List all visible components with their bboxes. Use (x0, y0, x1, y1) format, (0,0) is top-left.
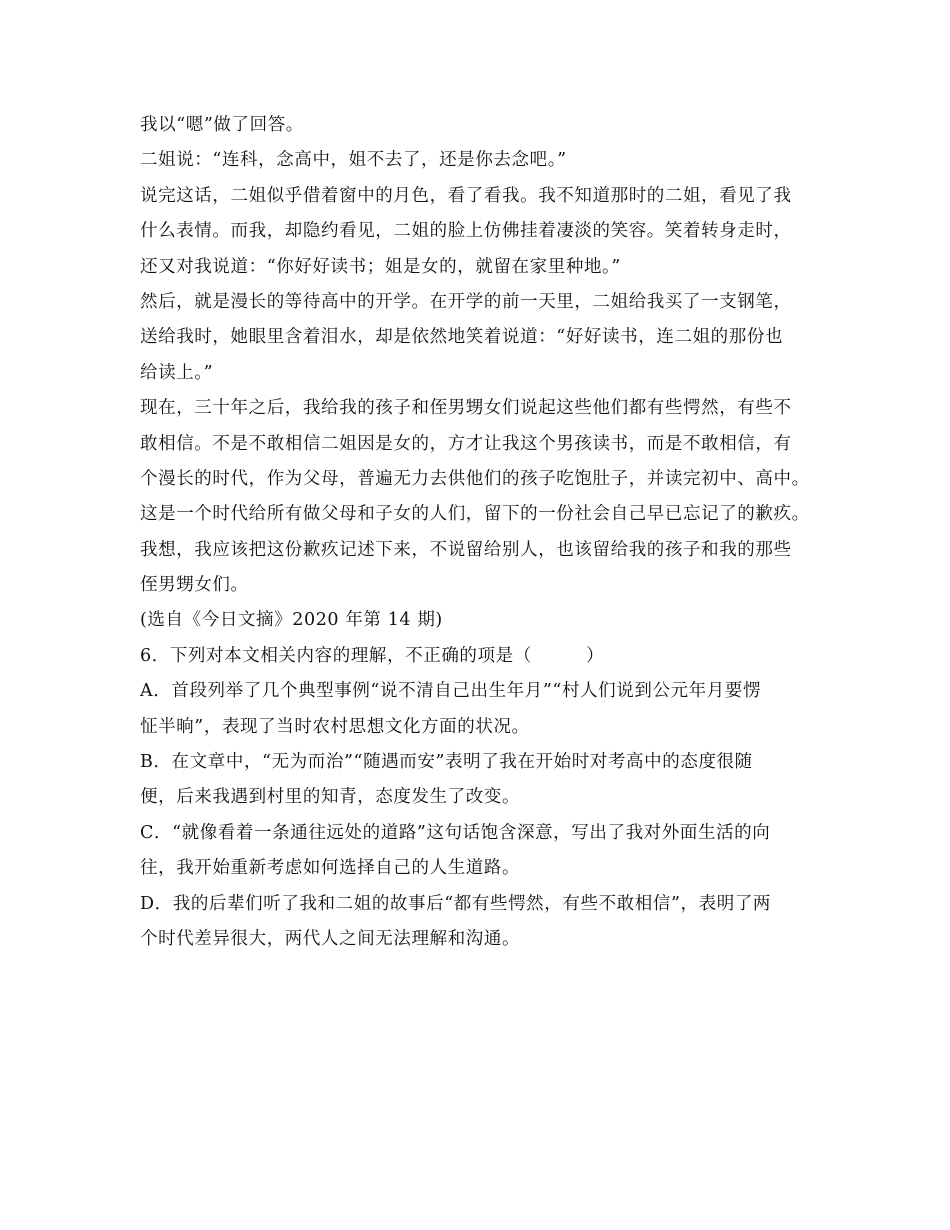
passage-line: 什么表情。而我，却隐约看见，二姐的脸上仿佛挂着凄淡的笑容。笑着转身走时， (140, 221, 792, 242)
option-line: B．在文章中，“无为而治”“随遇而安”表明了我在开始时对考高中的态度很随 (140, 752, 753, 773)
passage-line: 二姐说：“连科，念高中，姐不去了，还是你去念吧。” (140, 150, 567, 171)
passage-line: 这是一个时代给所有做父母和子女的人们，留下的一份社会自己早已忘记了的歉疚。 (140, 504, 810, 525)
option-line: C．“就像看着一条通往远处的道路”这句话饱含深意，写出了我对外面生活的向 (140, 822, 771, 843)
passage-line: 送给我时，她眼里含着泪水，却是依然地笑着说道：“好好读书，连二姐的那份也 (140, 327, 784, 348)
passage-line: 给读上。” (140, 362, 214, 383)
passage-line: 说完这话，二姐似乎借着窗中的月色，看了看我。我不知道那时的二姐，看见了我 (140, 185, 792, 206)
passage-line: 我以“嗯”做了回答。 (140, 115, 304, 135)
passage-line: 现在，三十年之后，我给我的孩子和侄男甥女们说起这些他们都有些愕然，有些不 (140, 398, 792, 419)
passage-source: (选自《今日文摘》2020 年第 14 期) (140, 610, 443, 631)
option-b (140, 745, 840, 816)
passage-line: 然后，就是漫长的等待高中的开学。在开学的前一天里，二姐给我买了一支钢笔， (140, 291, 792, 312)
option-line: 往，我开始重新考虑如何选择自己的人生道路。 (140, 858, 521, 879)
option-line: D．我的后辈们听了我和二姐的故事后“都有些愕然，有些不敢相信”，表明了两 (140, 893, 772, 914)
passage-line: 个漫长的时代，作为父母，普遍无力去供他们的孩子吃饱肚子，并读完初中、高中。 (140, 468, 810, 489)
question-stem: 6．下列对本文相关内容的理解，不正确的项是（ ） (140, 645, 605, 666)
passage-line: 还又对我说道：“你好好读书；姐是女的，就留在家里种地。” (140, 256, 621, 277)
passage (140, 108, 840, 639)
option-line: 便，后来我遇到村里的知青，态度发生了改变。 (140, 787, 521, 808)
passage-line: 我想，我应该把这份歉疚记述下来，不说留给别人，也该留给我的孩子和我的那些 (140, 539, 792, 560)
question-6 (140, 639, 840, 958)
option-line: A．首段列举了几个典型事例“说不清自己出生年月”“村人们说到公元年月要愣 (140, 681, 762, 702)
option-line: 怔半晌”，表现了当时农村思想文化方面的状况。 (140, 716, 530, 737)
option-a (140, 674, 840, 745)
document-content (140, 108, 840, 957)
option-c (140, 816, 840, 887)
option-d (140, 887, 840, 958)
passage-line: 敢相信。不是不敢相信二姐因是女的，方才让我这个男孩读书，而是不敢相信，有 (140, 433, 792, 454)
option-line: 个时代差异很大，两代人之间无法理解和沟通。 (140, 928, 521, 949)
passage-line: 侄男甥女们。 (140, 575, 249, 596)
